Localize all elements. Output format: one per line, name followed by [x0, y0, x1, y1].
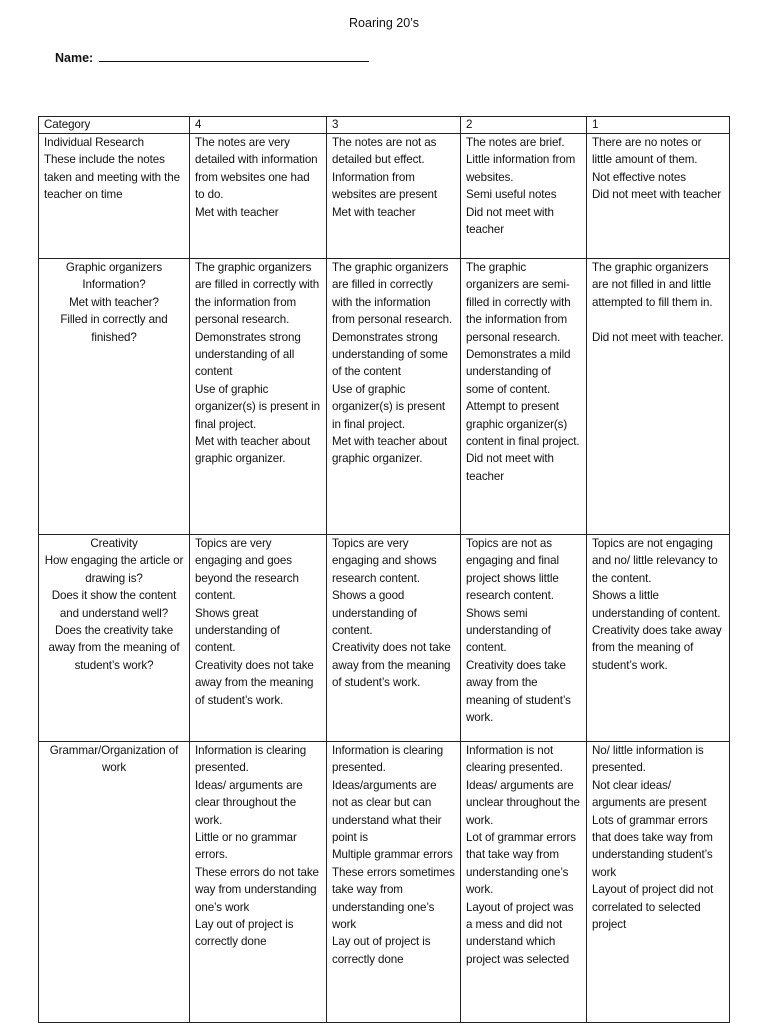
score-1-cell: There are no notes or little amount of them. Not effective notes Did not meet with teacher	[587, 134, 730, 259]
score-2-cell: The graphic organizers are semi-filled in correctly with the information from personal research. Demonstrates a mild understanding of some of content. Attempt to present graphic organizer(s) content in final project. Did not meet with teacher	[461, 259, 587, 535]
document-title: Roaring 20’s	[349, 16, 419, 30]
category-cell: Graphic organizers Information? Met with teacher? Filled in correctly and finished?	[39, 259, 190, 535]
name-label: Name:	[55, 51, 94, 65]
score-1-cell: The graphic organizers are not filled in and little attempted to fill them in. Did not meet with teacher.	[587, 259, 730, 535]
header-score-3: 3	[327, 117, 461, 134]
header-category: Category	[39, 117, 190, 134]
score-4-cell: Information is clearing presented. Ideas/ arguments are clear throughout the work. Little or no grammar errors. These errors do not take way from understanding one’s work Lay out of project is correctly done	[190, 742, 327, 1023]
header-score-2: 2	[461, 117, 587, 134]
category-cell: Grammar/Organization of work	[39, 742, 190, 1023]
header-score-1: 1	[587, 117, 730, 134]
name-blank-line[interactable]	[99, 50, 369, 62]
rubric-row-creativity	[39, 535, 730, 742]
name-field[interactable]	[55, 50, 369, 65]
header-score-4: 4	[190, 117, 327, 134]
rubric-header-row	[39, 117, 730, 134]
score-3-cell: Information is clearing presented. Ideas/arguments are not as clear but can understand what their point is Multiple grammar errors These errors sometimes take way from understanding one’s work Lay out of project is correctly done	[327, 742, 461, 1023]
score-4-cell: The notes are very detailed with information from websites one had to do. Met with teacher	[190, 134, 327, 259]
score-3-cell: Topics are very engaging and shows research content. Shows a good understanding of content. Creativity does not take away from the meaning of student’s work.	[327, 535, 461, 742]
score-3-cell: The graphic organizers are filled in correctly with the information from personal research. Demonstrates strong understanding of some of the content Use of graphic organizer(s) is present in final project. Met with teacher about graphic organizer.	[327, 259, 461, 535]
score-2-cell: Topics are not as engaging and final project shows little research content. Shows semi understanding of content. Creativity does take away from the meaning of student’s work.	[461, 535, 587, 742]
rubric-row-individual-research	[39, 134, 730, 259]
category-cell: Creativity How engaging the article or drawing is? Does it show the content and understand well? Does the creativity take away from the meaning of student’s work?	[39, 535, 190, 742]
score-2-cell: Information is not clearing presented. Ideas/ arguments are unclear throughout the work. Lot of grammar errors that take way from understanding one’s work. Layout of project was a mess and did not understand which project was selected	[461, 742, 587, 1023]
score-4-cell: The graphic organizers are filled in correctly with the information from personal research. Demonstrates strong understanding of all content Use of graphic organizer(s) is present in final project. Met with teacher about graphic organizer.	[190, 259, 327, 535]
score-1-cell: Topics are not engaging and no/ little relevancy to the content. Shows a little understanding of content. Creativity does take away from the meaning of student’s work.	[587, 535, 730, 742]
score-3-cell: The notes are not as detailed but effect. Information from websites are present Met with teacher	[327, 134, 461, 259]
score-4-cell: Topics are very engaging and goes beyond the research content. Shows great understanding of content. Creativity does not take away from the meaning of student’s work.	[190, 535, 327, 742]
score-2-cell: The notes are brief. Little information from websites. Semi useful notes Did not meet with teacher	[461, 134, 587, 259]
rubric-table	[38, 116, 730, 1023]
score-1-cell: No/ little information is presented. Not clear ideas/ arguments are present Lots of grammar errors that does take way from understanding student’s work Layout of project did not correlated to selected project	[587, 742, 730, 1023]
rubric-row-graphic-organizers	[39, 259, 730, 535]
rubric-row-grammar-organization	[39, 742, 730, 1023]
category-cell: Individual Research These include the notes taken and meeting with the teacher on time	[39, 134, 190, 259]
